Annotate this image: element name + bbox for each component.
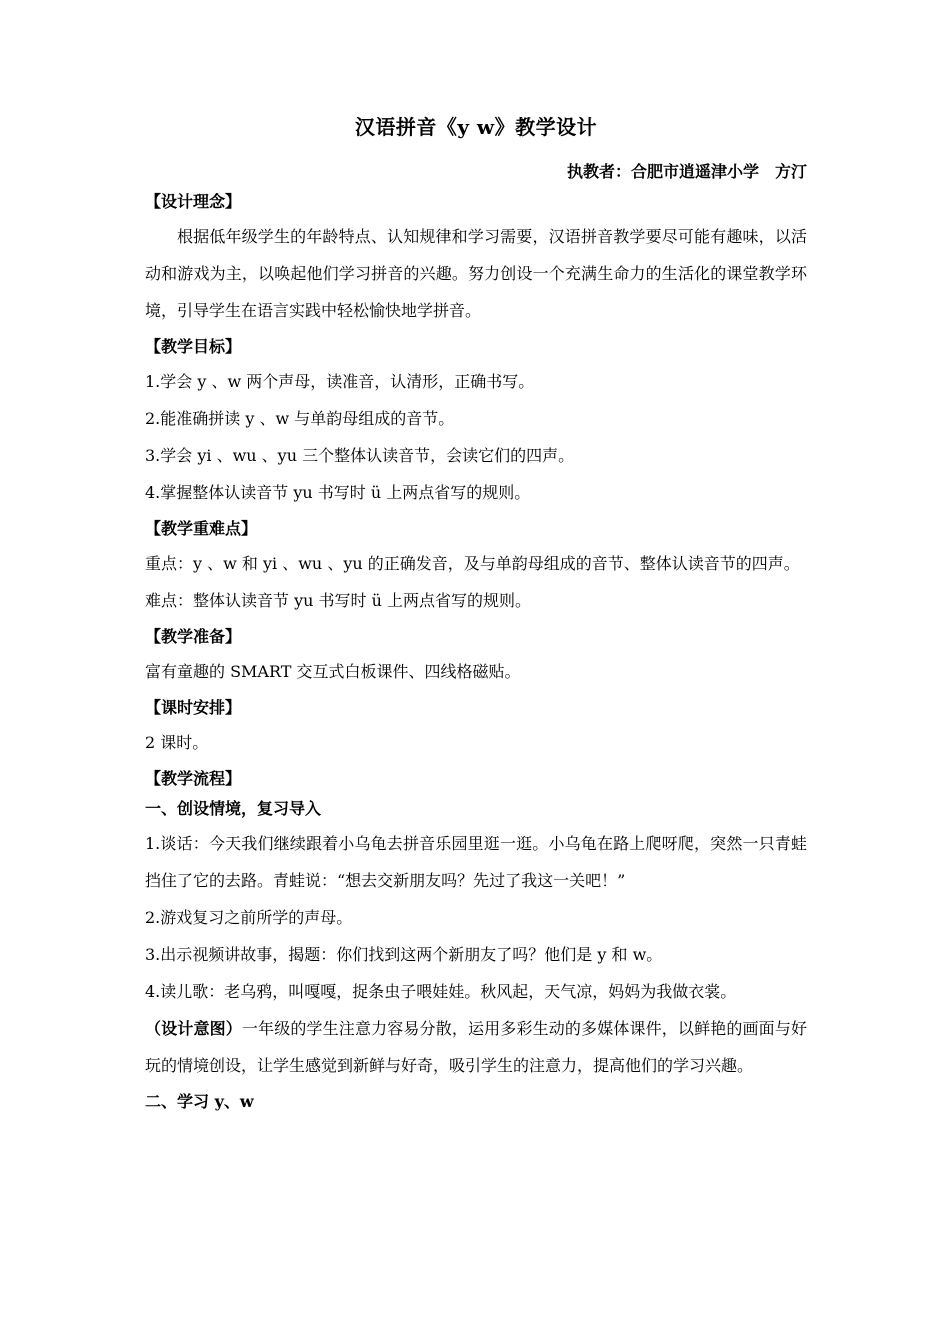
key-point-text: 重点：y 、w 和 yi 、wu 、yu 的正确发音，及与单韵母组成的音节、整体认读音节的四声。 [145,554,800,573]
flow-item: 1.谈话：今天我们继续跟着小乌龟去拼音乐园里逛一逛。小乌龟在路上爬呀爬，突然一只青蛙挡住了它的去路。青蛙说：“想去交新朋友吗？先过了我这一关吧！” [145,834,807,890]
design-intent-label: （设计意图） [145,1019,242,1038]
flow-part2-title: 二、学习 y、w [145,1092,254,1111]
goal-item: 3.学会 yi 、wu 、yu 三个整体认读音节，会读它们的四声。 [145,446,575,465]
goal-item: 2.能准确拼读 y 、w 与单韵母组成的音节。 [145,409,455,428]
document-title: 汉语拼音《y w》教学设计 [354,115,598,139]
section-heading-prep: 【教学准备】 [145,627,242,646]
section-heading-key-points: 【教学重难点】 [145,519,258,538]
section-heading-flow: 【教学流程】 [145,769,242,788]
prep-text: 富有童趣的 SMART 交互式白板课件、四线格磁贴。 [145,662,521,681]
design-intent-paragraph [145,1010,807,1084]
flow-part1-title: 一、创设情境，复习导入 [145,799,322,818]
difficult-point-text: 难点：整体认读音节 yu 书写时 ü 上两点省写的规则。 [145,591,531,610]
section-heading-design-concept: 【设计理念】 [145,192,242,211]
flow-item: 2.游戏复习之前所学的声母。 [145,908,353,927]
section-heading-goals: 【教学目标】 [145,337,242,356]
design-concept-text: 根据低年级学生的年龄特点、认知规律和学习需要，汉语拼音教学要尽可能有趣味，以活动和游戏为主，以唤起他们学习拼音的兴趣。努力创设一个充满生命力的生活化的课堂教学环境，引导学生在语言实践中轻松愉快地学拼音。 [145,227,807,320]
goal-item: 1.学会 y 、w 两个声母，读准音，认清形，正确书写。 [145,372,535,391]
schedule-text: 2 课时。 [145,733,209,752]
flow-item: 4.读儿歌：老乌鸦，叫嘎嘎，捉条虫子喂娃娃。秋风起，天气凉，妈妈为我做衣裳。 [145,982,737,1001]
design-intent-text: 一年级的学生注意力容易分散，运用多彩生动的多媒体课件，以鲜艳的画面与好玩的情境创设，让学生感觉到新鲜与好奇，吸引学生的注意力，提高他们的学习兴趣。 [145,1019,807,1075]
goal-item: 4.掌握整体认读音节 yu 书写时 ü 上两点省写的规则。 [145,483,531,502]
section-heading-schedule: 【课时安排】 [145,698,242,717]
author-line: 执教者：合肥市逍遥津小学 方汀 [566,162,807,181]
document-body [145,112,807,1118]
flow-item: 3.出示视频讲故事，揭题：你们找到这两个新朋友了吗？他们是 y 和 w。 [145,945,663,964]
